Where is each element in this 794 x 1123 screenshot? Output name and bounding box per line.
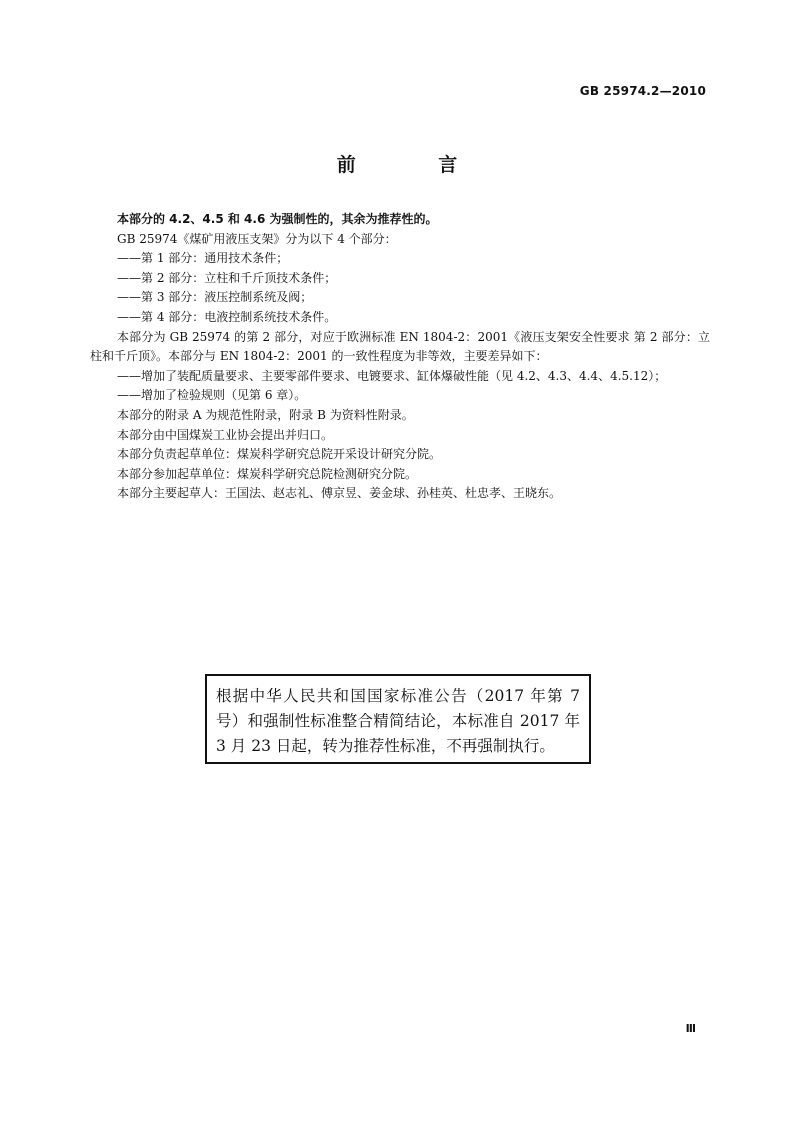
parts-intro: GB 25974《煤矿用液压支架》分为以下 4 个部分：	[117, 231, 397, 246]
lead-drafter-org: 本部分负责起草单位：煤炭科学研究总院开采设计研究分院。	[117, 447, 442, 462]
correspondence-paragraph: 本部分为 GB 25974 的第 2 部分，对应于欧洲标准 EN 1804-2：2001《液压支架安全性要求 第 2 部分：立柱和千斤顶》。本部分与 EN 1804-2：2001 的一致性程度为非等效，主要差异如下：	[90, 329, 710, 364]
part-3-item: ——第 3 部分：液压控制系统及阀；	[117, 290, 313, 305]
main-drafters: 本部分主要起草人：王国法、赵志礼、傅京昱、姜金球、孙桂英、杜忠孝、王晓东。	[117, 486, 562, 501]
page-number: Ⅲ	[685, 1022, 696, 1035]
part-1-item: ——第 1 部分：通用技术条件；	[117, 251, 289, 266]
part-2-item: ——第 2 部分：立柱和千斤顶技术条件；	[117, 270, 337, 285]
page-title: 前 言	[336, 154, 496, 176]
participating-drafter-org: 本部分参加起草单位：煤炭科学研究总院检测研究分院。	[117, 466, 418, 481]
mandatory-statement: 本部分的 4.2、4.5 和 4.6 为强制性的，其余为推荐性的。	[117, 212, 438, 226]
standard-code: GB 25974.2—2010	[579, 84, 706, 98]
conversion-notice-box: 根据中华人民共和国国家标准公告（2017 年第 7 号）和强制性标准整合精简结论，本标准自 2017 年 3 月 23 日起，转为推荐性标准，不再强制执行。	[205, 674, 591, 764]
difference-item-1: ——增加了装配质量要求、主要零部件要求、电镀要求、缸体爆破性能（见 4.2、4.3、4.4、4.5.12）；	[117, 368, 667, 383]
appendix-statement: 本部分的附录 A 为规范性附录，附录 B 为资料性附录。	[117, 407, 414, 422]
foreword-body	[90, 210, 710, 504]
part-4-item: ——第 4 部分：电液控制系统技术条件。	[117, 309, 337, 324]
proposer-statement: 本部分由中国煤炭工业协会提出并归口。	[117, 427, 334, 442]
difference-item-2: ——增加了检验规则（见第 6 章）。	[117, 388, 307, 403]
